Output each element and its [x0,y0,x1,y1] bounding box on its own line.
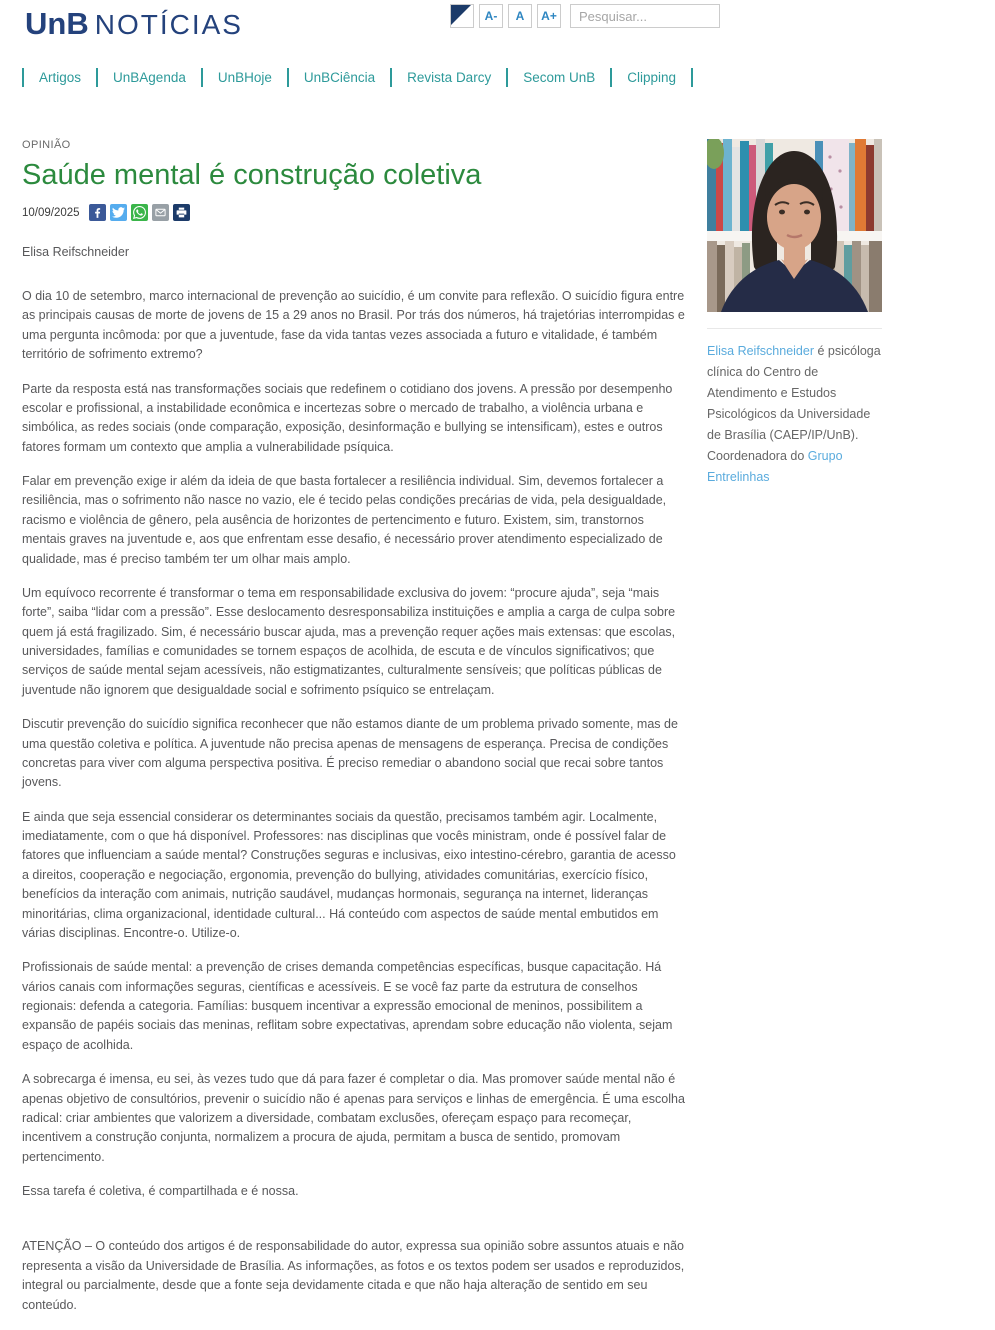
site-header [0,0,995,52]
author-profile-link[interactable]: Elisa Reifschneider [707,344,814,358]
article-category: OPINIÃO [22,139,71,151]
share-whatsapp-button[interactable] [131,204,148,221]
article-meta [22,204,685,221]
article-paragraph: Profissionais de saúde mental: a prevenção de crises demanda competências específicas, busque capacitação. Há vários canais com informações seguras, científicas e acessíveis. E se você faz parte da estrutura de conselhos regionais: defenda a categoria. Famílias: busquem incentivar a expressão emocional de meninos, possibilitem a expansão de papéis sociais das meninas, reflitam sobre expectativas, aprendam sobre educação não violenta, sejam espaço de acolhida. [22,960,673,1052]
search-input[interactable] [570,4,720,28]
nav-item-artigos[interactable]: Artigos [22,68,96,87]
article-paragraph: O dia 10 de setembro, marco internacional de prevenção ao suicídio, é um convite para reflexão. O suicídio figura entre as principais causas de morte de jovens de 15 a 29 anos no Brasil. Por trás dos números, há trajetórias interrompidas e uma pergunta incômoda: por que a juventude, fase da vida tantas vezes associada a futuro e vitalidade, é também território de sofrimento extremo? [22,289,685,362]
article-paragraph: Essa tarefa é coletiva, é compartilhada e é nossa. [22,1184,299,1198]
author-caption [707,328,882,488]
print-icon [175,206,188,219]
font-normal-button[interactable]: A [508,4,532,28]
article-author: Elisa Reifschneider [22,245,129,259]
font-smaller-button[interactable]: A- [479,4,503,28]
email-icon [154,206,167,219]
accessibility-controls [450,4,720,28]
author-photo [707,139,882,312]
grupo-entrelinhas-link[interactable]: Grupo Entrelinhas [707,449,843,484]
nav-item-clipping[interactable]: Clipping [610,68,691,87]
article-paragraph: A sobrecarga é imensa, eu sei, às vezes tudo que dá para fazer é completar o dia. Mas promover saúde mental não é apenas objetivo de consultórios, prevenir o suicídio não é apenas para serviços e linhas de emergência. É uma escolha radical: criar ambientes que valorizem a diversidade, combatam exclusões, ofereçam espaço para recomeçar, incentivem a construção conjunta, normalizem a procura de ajuda, permitam a busca de sentido, promovam pertencimento. [22,1072,685,1164]
facebook-icon [91,206,104,219]
nav-item-unbciencia[interactable]: UnBCiência [287,68,390,87]
nav-item-unbhoje[interactable]: UnBHoje [201,68,287,87]
contrast-toggle-button[interactable] [450,4,474,28]
article-paragraph: Parte da resposta está nas transformações sociais que redefinem o cotidiano dos jovens. A pressão por desempenho escolar e profissional, a instabilidade econômica e incertezas sobre o mercado de trabalho, a violência urbana e simbólica, as redes sociais (onde comparação, exposição, desinformação e bullying se intensificam), estes e outros fatores formam um contexto que amplia a vulnerabilidade psíquica. [22,381,673,454]
site-logo[interactable] [25,6,243,42]
contrast-icon [451,5,471,25]
article [22,139,685,1330]
logo-noticias-text: NOTÍCIAS [94,9,243,40]
twitter-icon [112,206,125,219]
nav-end-divider [691,68,693,87]
article-disclaimer: ATENÇÃO – O conteúdo dos artigos é de responsabilidade do autor, expressa sua opinião sobre assuntos atuais e não representa a visão da Universidade de Brasília. As informações, as fotos e os textos podem ser usados e reproduzidos, integral ou parcialmente, desde que a fonte seja devidamente citada e que não haja alteração de sentido em seu conteúdo. [22,1239,685,1312]
article-paragraph: Discutir prevenção do suicídio significa reconhecer que não estamos diante de um problema privado somente, mas de uma questão coletiva e política. A juventude não precisa apenas de mensagens de esperança. Precisa de condições concretas para viver com alguma perspectiva positiva. É preciso remediar o abandono social que recai sobre tantos jovens. [22,717,678,790]
whatsapp-icon [133,206,146,219]
article-paragraph: Falar em prevenção exige ir além da ideia de que basta fortalecer a resiliência individual. Sim, devemos fortalecer a resiliência, mas o sofrimento não nasce no vazio, ele é tecido pelas condições precárias de vida, pela desigualdade, racismo e violência de gênero, pela ausência de horizontes de pertencimento e futuro. Existem, sim, transtornos mentais graves na juventude e, aos que enfrentam esse desafio, é necessário prover atendimento especializado de qualidade, mas é preciso também ter um olhar mais amplo. [22,474,667,566]
article-paragraph: E ainda que seja essencial considerar os determinantes sociais da questão, precisamos também agir. Localmente, imediatamente, com o que há disponível. Professores: nas disciplinas que vocês ministram, onde é possível falar de fatores que influenciam a saúde mental? Construções seguras e inclusivas, eixo intestino-cérebro, garantia de acesso a direitos, cooperação e negociação, ergonomia, prevenção do bullying, atividades comunitárias, exercício físico, benefícios da interação com animais, nutrição saudável, mudanças hormonais, segurança na internet, lideranças minoritárias, clima organizacional, identidade cultural... Há conteúdo com aspectos de saúde mental embutidos em várias disciplinas. Encontre-o. Utilize-o. [22,809,676,940]
article-date: 10/09/2025 [22,206,80,219]
page-title: Saúde mental é construção coletiva [22,159,482,191]
share-email-button[interactable] [152,204,169,221]
font-larger-button[interactable]: A+ [537,4,561,28]
share-facebook-button[interactable] [89,204,106,221]
caption-text: é psicóloga clínica do Centro de Atendimento e Estudos Psicológicos da Universidade de Brasília (CAEP/IP/UnB). Coordenadora do [707,344,881,463]
nav-item-secom-unb[interactable]: Secom UnB [506,68,610,87]
content-area [22,139,995,1330]
nav-item-revista-darcy[interactable]: Revista Darcy [390,68,506,87]
logo-unb-text: UnB [25,6,89,41]
nav-item-unbagenda[interactable]: UnBAgenda [96,68,201,87]
main-nav [22,68,995,87]
share-twitter-button[interactable] [110,204,127,221]
sidebar [707,139,882,488]
share-print-button[interactable] [173,204,190,221]
article-paragraph: Um equívoco recorrente é transformar o tema em responsabilidade exclusiva do jovem: “procure ajuda”, seja “mais forte”, saiba “lidar com a pressão”. Esse deslocamento desresponsabiliza instituições e amplia a carga de culpa sobre quem já está fragilizado. Sim, é necessário buscar ajuda, mas a prevenção requer ações mais extensas: que escolas, universidades, famílias e comunidades se tornem espaços de acolhida, de escuta e de vínculos significativos; que serviços de saúde mental sejam acessíveis, não estigmatizantes, culturalmente sensíveis; que políticas públicas de juventude não ignorem que desigualdade social e sofrimento psíquico se entrelaçam. [22,585,676,697]
